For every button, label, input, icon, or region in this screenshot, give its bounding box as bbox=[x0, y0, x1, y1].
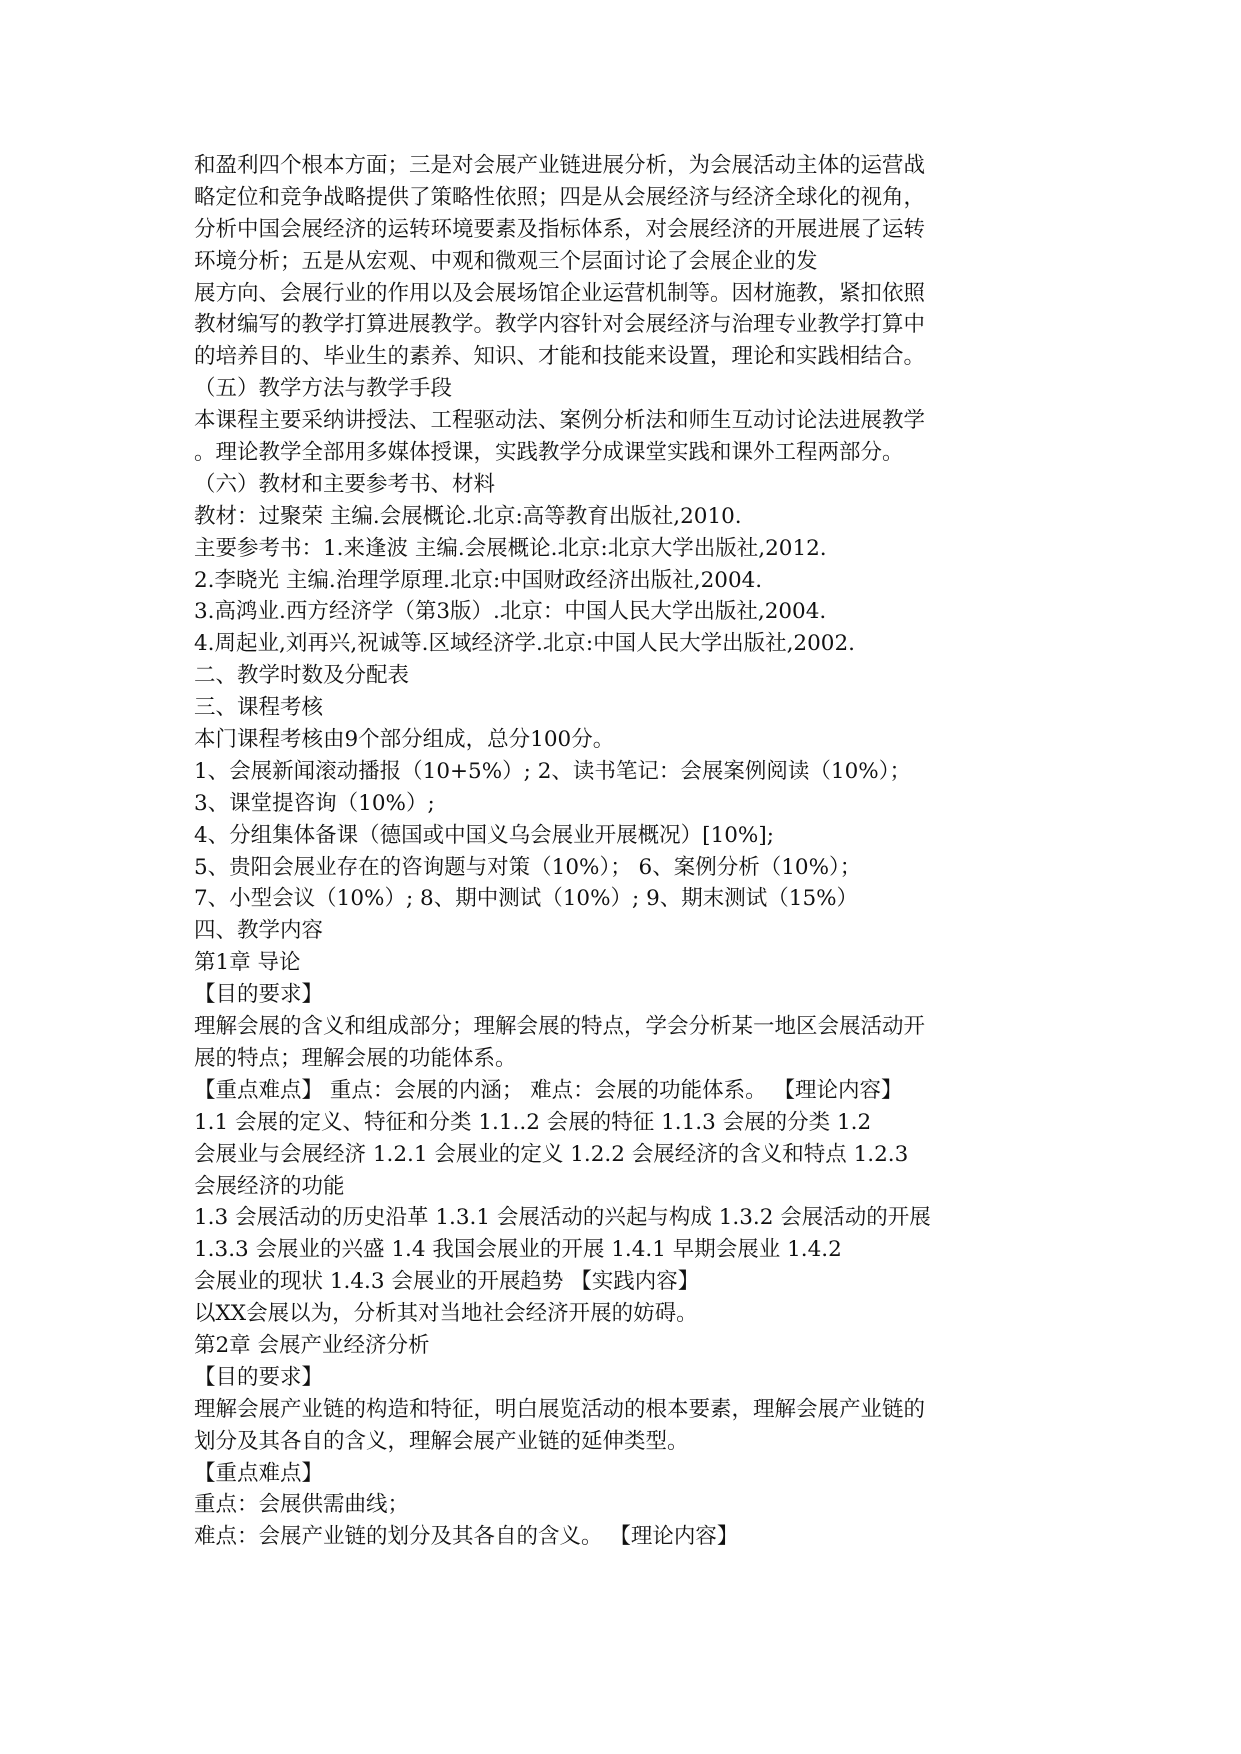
text-line: （六）教材和主要参考书、材料 bbox=[194, 471, 496, 497]
text-line: 划分及其各自的含义，理解会展产业链的延伸类型。 bbox=[194, 1428, 689, 1454]
text-line: 展方向、会展行业的作用以及会展场馆企业运营机制等。因材施教，紧扣依照 bbox=[194, 280, 926, 306]
text-line: （五）教学方法与教学手段 bbox=[194, 376, 453, 402]
text-line: 理解会展产业链的构造和特征，明白展览活动的根本要素，理解会展产业链的 bbox=[194, 1396, 926, 1422]
text-line: 1.3.3 会展业的兴盛 1.4 我国会展业的开展 1.4.1 早期会展业 1.4.2 bbox=[194, 1237, 842, 1263]
text-line: 4、分组集体备课（德国或中国义乌会展业开展概况）[10%]; bbox=[194, 822, 774, 848]
text-line: 本门课程考核由9个部分组成，总分100分。 bbox=[194, 727, 615, 753]
text-line: 第2章 会展产业经济分析 bbox=[194, 1332, 430, 1358]
text-line: 会展业的现状 1.4.3 会展业的开展趋势 【实践内容】 bbox=[194, 1269, 700, 1295]
text-line: 会展业与会展经济 1.2.1 会展业的定义 1.2.2 会展经济的含义和特点 1.2.3 bbox=[194, 1141, 909, 1167]
text-line: 教材：过聚荣 主编.会展概论.北京:高等教育出版社,2010. bbox=[194, 503, 742, 529]
text-line: 展的特点；理解会展的功能体系。 bbox=[194, 1045, 517, 1071]
text-line: 分析中国会展经济的运转环境要素及指标体系，对会展经济的开展进展了运转 bbox=[194, 216, 926, 242]
text-line: 3.高鸿业.西方经济学（第3版）.北京：中国人民大学出版社,2004. bbox=[194, 599, 827, 625]
document-body bbox=[194, 150, 1054, 1553]
text-line: 难点：会展产业链的划分及其各自的含义。 【理论内容】 bbox=[194, 1524, 739, 1550]
text-line: 理解会展的含义和组成部分；理解会展的特点，学会分析某一地区会展活动开 bbox=[194, 1014, 926, 1040]
text-line: 5、贵阳会展业存在的咨询题与对策（10%）； 6、案例分析（10%）； bbox=[194, 854, 862, 880]
text-line: 环境分析；五是从宏观、中观和微观三个层面讨论了会展企业的发 bbox=[194, 248, 818, 274]
text-line: 略定位和竞争战略提供了策略性依照；四是从会展经济与经济全球化的视角， bbox=[194, 184, 926, 210]
text-line: 7、小型会议（10%）; 8、期中测试（10%）; 9、期末测试（15%） bbox=[194, 886, 859, 912]
text-line: 【目的要求】 bbox=[194, 982, 324, 1008]
text-line: 以XX会展以为，分析其对当地社会经济开展的妨碍。 bbox=[194, 1301, 698, 1327]
text-line: 教材编写的教学打算进展教学。教学内容针对会展经济与治理专业教学打算中 bbox=[194, 312, 926, 338]
text-line: 1、会展新闻滚动播报（10+5%）; 2、读书笔记：会展案例阅读（10%）； bbox=[194, 758, 911, 784]
text-line: 1.3 会展活动的历史沿革 1.3.1 会展活动的兴起与构成 1.3.2 会展活动的开展 bbox=[194, 1205, 931, 1231]
text-line: 重点：会展供需曲线； bbox=[194, 1492, 410, 1518]
text-line: 第1章 导论 bbox=[194, 950, 301, 976]
text-line: 4.周起业,刘再兴,祝诚等.区域经济学.北京:中国人民大学出版社,2002. bbox=[194, 631, 855, 657]
text-line: 主要参考书：1.来逢波 主编.会展概论.北京:北京大学出版社,2012. bbox=[194, 535, 827, 561]
text-line: 【目的要求】 bbox=[194, 1364, 324, 1390]
text-line: 三、课程考核 bbox=[194, 695, 324, 721]
text-line: 四、教学内容 bbox=[194, 918, 324, 944]
text-line: 二、教学时数及分配表 bbox=[194, 663, 410, 689]
text-line: 会展经济的功能 bbox=[194, 1173, 345, 1199]
text-line: 1.1 会展的定义、特征和分类 1.1..2 会展的特征 1.1.3 会展的分类 1.2 bbox=[194, 1109, 872, 1135]
text-line: 【重点难点】 bbox=[194, 1460, 324, 1486]
text-line: 。理论教学全部用多媒体授课，实践教学分成课堂实践和课外工程两部分。 bbox=[194, 440, 904, 466]
text-line: 【重点难点】 重点：会展的内涵； 难点：会展的功能体系。 【理论内容】 bbox=[194, 1077, 903, 1103]
text-line: 2.李晓光 主编.治理学原理.北京:中国财政经济出版社,2004. bbox=[194, 567, 763, 593]
text-line: 3、课堂提咨询（10%）; bbox=[194, 790, 435, 816]
text-line: 的培养目的、毕业生的素养、知识、才能和技能来设置，理论和实践相结合。 bbox=[194, 344, 926, 370]
text-line: 本课程主要采纳讲授法、工程驱动法、案例分析法和师生互动讨论法进展教学 bbox=[194, 408, 926, 434]
text-line: 和盈利四个根本方面；三是对会展产业链进展分析，为会展活动主体的运营战 bbox=[194, 153, 926, 178]
